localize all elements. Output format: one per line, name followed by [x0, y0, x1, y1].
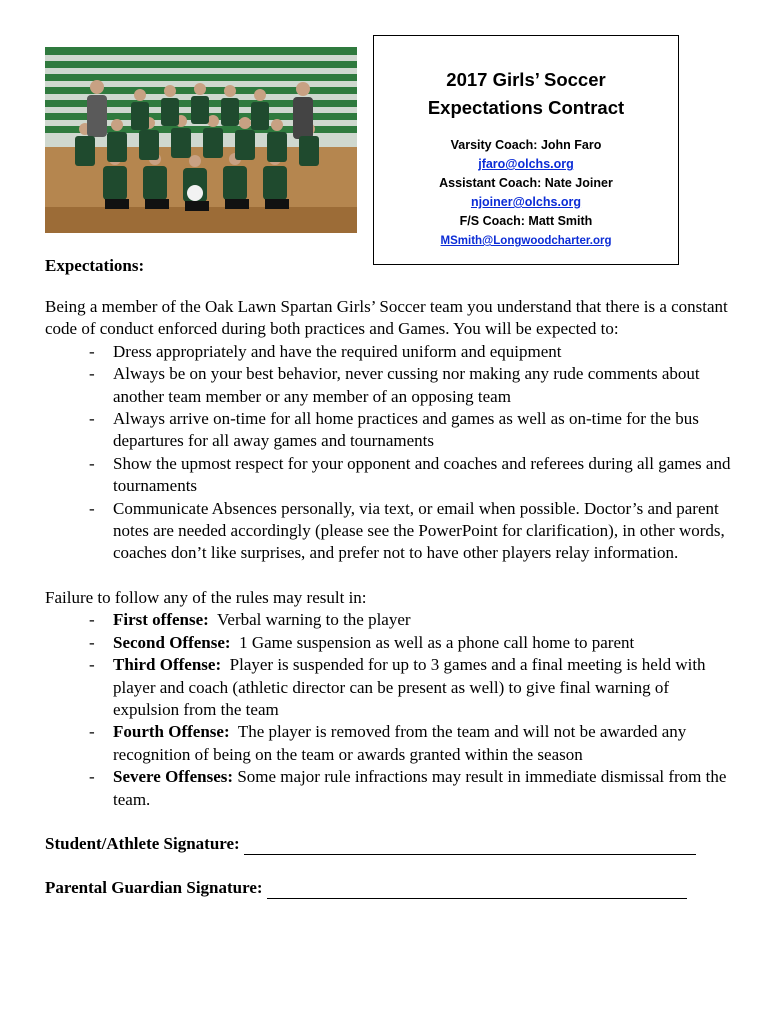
coach-list [374, 136, 678, 251]
dash-marker: - [89, 498, 95, 518]
list-item [45, 453, 735, 498]
student-signature-row [45, 833, 735, 855]
expectation-text: Communicate Absences personally, via text, or email when possible. Doctor’s and parent notes are needed accordingly (please see the PowerPoint for clarification), in other words, coaches don’t like surprises, and prefer not to have other players relay information. [113, 498, 725, 563]
varsity-coach-email-link[interactable]: jfaro@olchs.org [478, 157, 574, 171]
list-item [45, 632, 735, 654]
signature-block [45, 833, 735, 899]
offense-text: Verbal warning to the player [208, 610, 411, 630]
offense-text: Some major rule infractions may result in immediate dismissal from the team. [113, 767, 731, 809]
team-photo-image [45, 47, 357, 233]
list-item [45, 408, 735, 453]
offense-label: First offense: [113, 610, 209, 630]
dash-marker: - [89, 341, 95, 361]
expectation-text: Dress appropriately and have the required uniform and equipment [113, 341, 562, 361]
fs-coach: F/S Coach: Matt Smith [459, 214, 593, 228]
offense-text: The player is removed from the team and will not be awarded any recognition of being on the team or awards granted within the season [113, 722, 691, 764]
dash-marker: - [89, 364, 95, 384]
varsity-coach: Varsity Coach: John Faro [450, 138, 602, 152]
offense-label: Third Offense: [113, 655, 222, 675]
list-item [45, 609, 735, 631]
dash-marker: - [89, 632, 95, 652]
expectations-list [45, 341, 735, 565]
dash-marker: - [89, 767, 95, 787]
dash-marker: - [89, 655, 95, 675]
offense-text: 1 Game suspension as well as a phone call home to parent [230, 632, 635, 652]
student-signature-field[interactable] [244, 836, 696, 855]
expectation-text: Always arrive on-time for all home practices and games as well as on-time for the bus departures for all away games and tournaments [113, 409, 699, 451]
assistant-coach-email-link[interactable]: njoiner@olchs.org [470, 195, 582, 209]
list-item [45, 341, 735, 363]
parent-signature-field[interactable] [267, 880, 687, 899]
parent-signature-label: Parental Guardian Signature: [45, 877, 263, 897]
dash-marker: - [89, 722, 95, 742]
contract-body [45, 296, 735, 899]
parent-signature-row [45, 877, 735, 899]
list-item [45, 721, 735, 766]
title-line-1: 2017 Girls’ Soccer [446, 69, 606, 90]
expectations-intro: Being a member of the Oak Lawn Spartan Girls’ Soccer team you understand that there is a constant code of conduct enforced during both practices and Games. You will be expected to: [45, 297, 728, 339]
offense-label: Second Offense: [113, 632, 231, 652]
list-item [45, 654, 735, 721]
student-signature-label: Student/Athlete Signature: [45, 833, 240, 853]
consequences-intro: Failure to follow any of the rules may result in: [45, 587, 367, 607]
expectations-heading: Expectations: [45, 256, 145, 275]
expectation-text: Always be on your best behavior, never cussing nor making any rude comments about another team member or any member of an opposing team [113, 364, 700, 406]
coach-contact-box [373, 35, 679, 265]
offense-label: Fourth Offense: [113, 722, 230, 742]
consequences-list [45, 609, 735, 811]
contract-title [374, 66, 678, 122]
fs-coach-email-link[interactable]: MSmith@Longwoodcharter.org [440, 235, 612, 247]
title-line-2: Expectations Contract [427, 97, 625, 118]
dash-marker: - [89, 453, 95, 473]
list-item [45, 766, 735, 811]
dash-marker: - [89, 409, 95, 429]
offense-text: Player is suspended for up to 3 games and a final meeting is held with player and coach (athletic director can be present as well) to give final warning of expulsion from the team [113, 655, 710, 719]
offense-label: Severe Offenses: [113, 767, 234, 787]
list-item [45, 498, 735, 565]
list-item [45, 363, 735, 408]
team-photo [45, 47, 357, 233]
expectation-text: Show the upmost respect for your opponent and coaches and referees during all games and tournaments [113, 453, 731, 496]
dash-marker: - [89, 610, 95, 630]
assistant-coach: Assistant Coach: Nate Joiner [439, 176, 613, 190]
